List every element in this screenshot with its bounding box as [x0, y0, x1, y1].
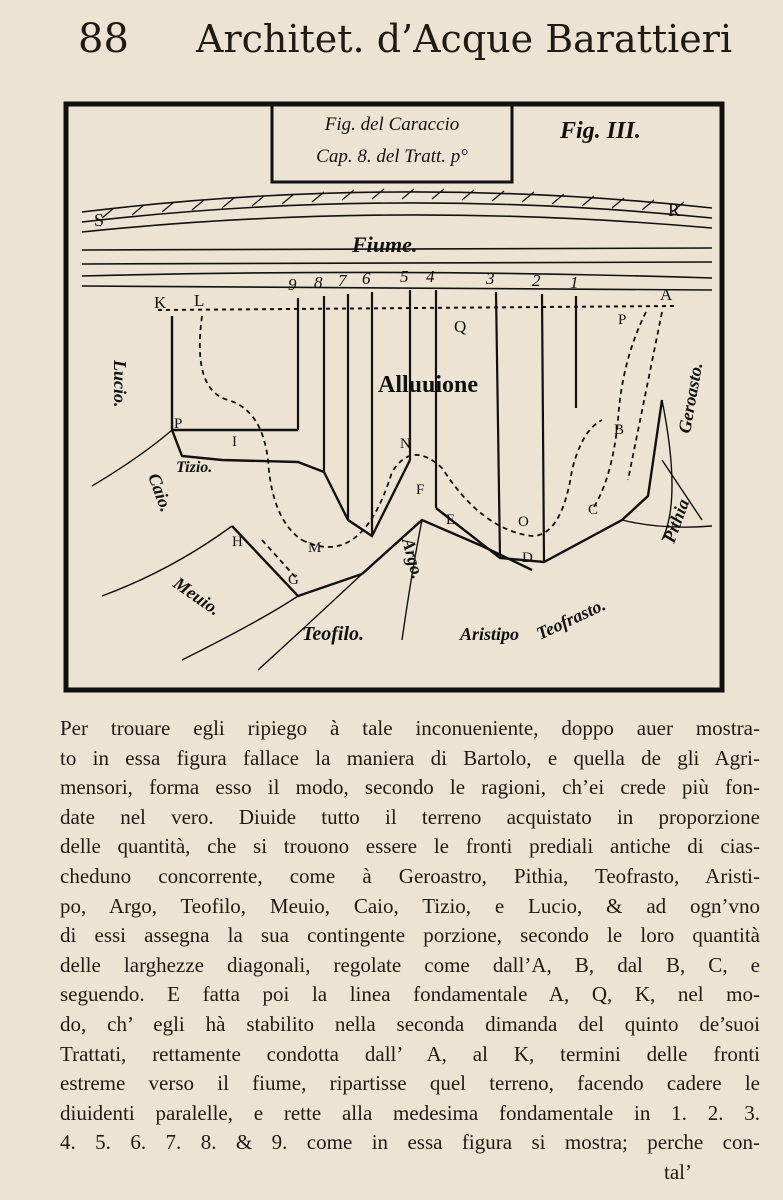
point-m: M [308, 540, 322, 556]
owner-meuio: Meuio. [169, 572, 225, 620]
text-line: do, ch’ egli hà stabilito nella seconda dimanda del quinto de’suoi [60, 1011, 760, 1036]
point-q: Q [454, 317, 467, 336]
division-lines [298, 290, 576, 562]
owner-argo: Argo. [398, 535, 429, 582]
point-c: C [588, 502, 599, 518]
point-b: B [614, 422, 625, 438]
division-4: 4 [426, 267, 435, 286]
division-8: 8 [314, 273, 323, 292]
owner-teofrasto: Teofrasto. [533, 594, 609, 644]
division-9: 9 [288, 275, 297, 294]
point-s: S [94, 210, 105, 230]
diagonal-lines [200, 312, 662, 580]
division-6: 6 [362, 269, 371, 288]
point-i: I [232, 434, 237, 450]
division-3: 3 [486, 269, 495, 288]
point-o: O [518, 514, 529, 530]
owner-pithia: Pithia [658, 496, 694, 546]
point-p-left: P [174, 416, 183, 432]
point-l: L [194, 291, 205, 310]
point-a: A [660, 285, 673, 304]
text-line: 4. 5. 6. 7. 8. & 9. come in essa figura si mostra; perche con- [60, 1130, 760, 1155]
catchword: tal’ [664, 1160, 692, 1184]
text-line: seguendo. E fatta poi la linea fondamentale A, Q, K, nel mo- [60, 982, 760, 1007]
owner-aristipo: Aristipo [460, 624, 520, 644]
figure-number: Fig. III. [560, 118, 641, 144]
division-5: 5 [400, 267, 409, 286]
division-numbers [288, 267, 579, 294]
text-line: delle quantità, che si trouono essere le fronti prediali antiche di cias- [60, 834, 760, 859]
running-head: Architet. d’Acque Barattieri [196, 17, 733, 61]
caption-line-1: Fig. del Caraccio [324, 114, 460, 135]
division-2: 2 [532, 271, 541, 290]
owner-teofilo: Teofilo. [302, 623, 365, 645]
caption-line-2: Cap. 8. del Tratt. p° [316, 146, 468, 167]
owner-caio: Caio. [144, 470, 177, 515]
division-1: 1 [570, 273, 579, 292]
owner-tizio: Tizio. [176, 459, 213, 476]
figure-illustration [62, 100, 726, 696]
point-letters [174, 416, 624, 588]
point-r: R [668, 200, 681, 220]
owner-geroastro: Geroasto. [674, 360, 707, 435]
page-number: 88 [78, 16, 129, 62]
point-f: F [416, 482, 425, 498]
point-k: K [154, 293, 167, 312]
text-line: Per trouare egli ripiego à tale inconueniente, doppo auer mostra- [60, 716, 760, 740]
body-paragraph [60, 714, 760, 1158]
text-line: Trattati, rettamente condotta dall’ A, al K, termini delle fronti [60, 1041, 760, 1066]
text-line: di essi assegna la sua contingente porzione, secondo le loro quantità [60, 923, 760, 948]
text-line: cheduno concorrente, come à Geroastro, Pithia, Teofrasto, Aristi- [60, 863, 760, 888]
owner-lucio: Lucio. [110, 360, 130, 408]
point-e: E [446, 512, 456, 528]
text-line: diuidenti paralelle, e rette alla medesima fondamentale in 1. 2. 3. [60, 1100, 760, 1125]
division-7: 7 [338, 271, 347, 290]
river-label: Fiume. [352, 232, 418, 257]
point-g: G [288, 572, 299, 588]
alluvion-label: Alluuione [378, 372, 479, 398]
point-d: D [522, 550, 533, 566]
text-line: to in essa figura fallace la maniera di Bartolo, e quella de gli Agri- [60, 745, 760, 770]
text-line: estreme verso il fiume, ripartisse quel terreno, facendo cadere le [60, 1071, 760, 1096]
point-p: P [618, 312, 627, 328]
text-line: po, Argo, Teofilo, Meuio, Caio, Tizio, e Lucio, & ad ogn’vno [60, 893, 760, 918]
woodcut-figure [62, 100, 726, 696]
point-n: N [400, 436, 411, 452]
point-h: H [232, 534, 243, 550]
fundamental-line [158, 306, 674, 310]
text-line: date nel vero. Diuide tutto il terreno acquistato in proporzione [60, 804, 760, 829]
text-line: mensori, forma esso il modo, secondo le ragioni, ch’ei crede più fon- [60, 775, 760, 800]
page-header [78, 14, 733, 64]
text-line: delle larghezze diagonali, regolate come dall’A, B, dal B, C, e [60, 952, 760, 977]
